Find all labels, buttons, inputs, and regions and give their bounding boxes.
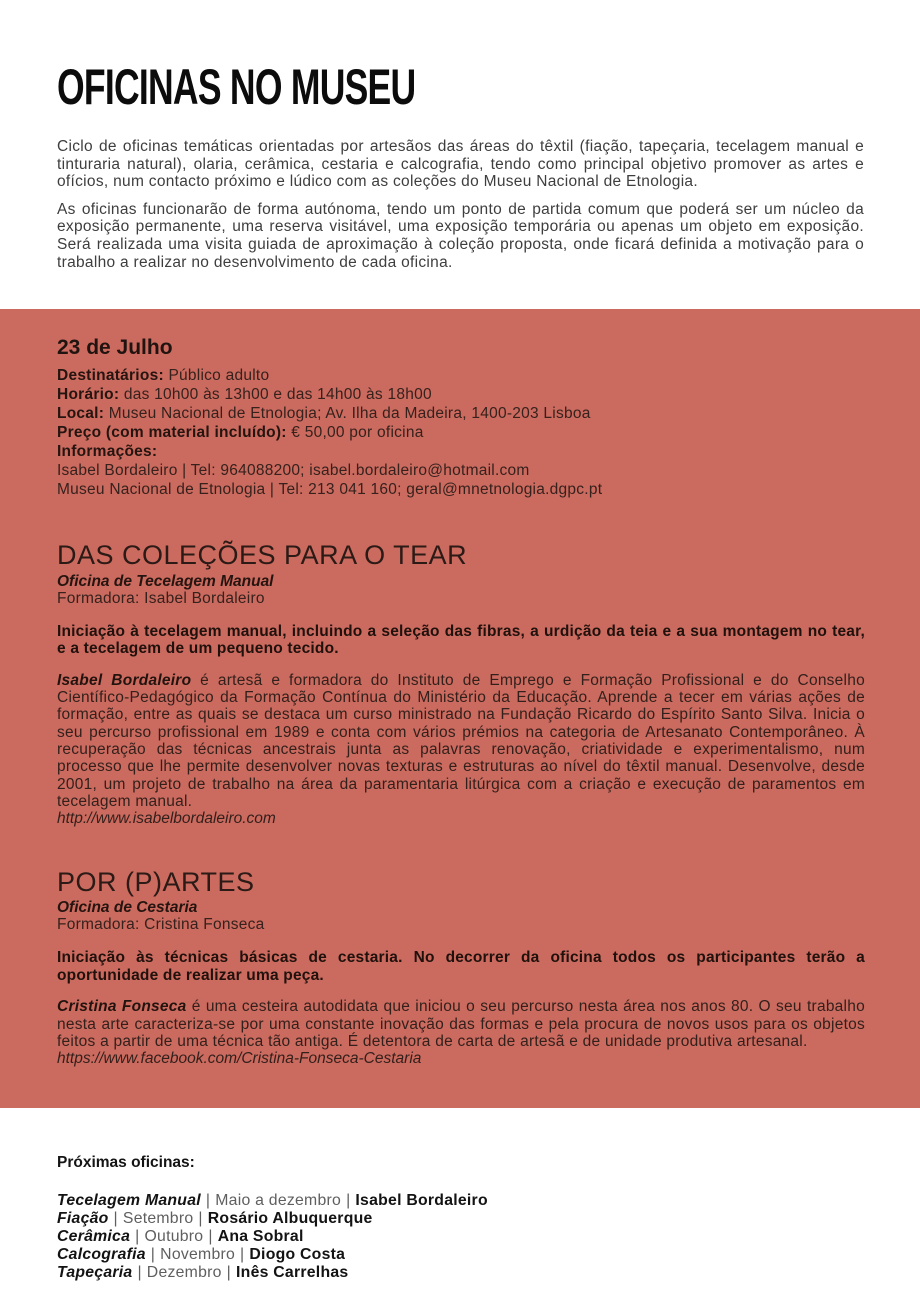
workshop-subtitle: Oficina de Tecelagem Manual xyxy=(57,572,274,590)
workshop-name: Tapeçaria xyxy=(57,1264,133,1282)
detail-label: Horário: xyxy=(57,386,120,404)
detail-row-horario xyxy=(57,385,865,404)
header-section xyxy=(0,0,920,271)
separator: | xyxy=(135,1228,140,1246)
detail-label: Local: xyxy=(57,405,105,423)
separator: | xyxy=(240,1246,245,1264)
upcoming-row-fiacao xyxy=(57,1210,863,1228)
upcoming-row-calcografia xyxy=(57,1246,863,1264)
workshop-period: Dezembro xyxy=(146,1264,222,1282)
bio-text: é artesã e formadora do Instituto de Emprego e Formação Profissional e do Conselho Científico-Pedagógico da Formação Contínua do Ministério da Educação. Aprende a tecer em várias ações de formação, entre as quais se destaca um curso ministrado na Fundação Ricardo do Espírito Santo Silva. Inicia o seu percurso profissional em 1989 e conta com vários prémios na categoria de Artesanato Contemporâneo. À recuperação das técnicas ancestrais junta as palavras renovação, criatividade e experimentalismo, num processo que lhe permite desenvolver novas texturas e estruturas ao nível do têxtil manual. Desenvolve, desde 2001, um projeto de trabalho na área da paramentaria litúrgica com a criação e execução de paramentos em tecelagem manual. xyxy=(57,671,865,810)
trainer-name: Inês Carrelhas xyxy=(236,1264,349,1282)
trainer-name: Rosário Albuquerque xyxy=(207,1210,373,1228)
detail-row-informacoes xyxy=(57,442,865,461)
detail-row-preco xyxy=(57,423,865,442)
separator: | xyxy=(346,1192,351,1210)
workshop-name: Calcografia xyxy=(57,1246,146,1264)
detail-row-destinatarios xyxy=(57,366,865,385)
workshop-trainer: Formadora: Cristina Fonseca xyxy=(57,916,265,934)
detail-label: Informações: xyxy=(57,443,158,461)
separator: | xyxy=(137,1264,142,1282)
contact-line: Museu Nacional de Etnologia | Tel: 213 041 160; geral@mnetnologia.dgpc.pt xyxy=(57,481,603,499)
separator: | xyxy=(113,1210,118,1228)
upcoming-row-tecelagem xyxy=(57,1192,863,1210)
upcoming-row-ceramica xyxy=(57,1228,863,1246)
separator: | xyxy=(150,1246,156,1264)
detail-value: Museu Nacional de Etnologia; Av. Ilha da Madeira, 1400-203 Lisboa xyxy=(108,405,591,423)
workshop-summary: Iniciação às técnicas básicas de cestaria. No decorrer da oficina todos os participantes terão a oportunidade de realizar uma peça. xyxy=(57,949,865,984)
workshop-period: Outubro xyxy=(144,1228,204,1246)
event-block xyxy=(0,309,920,1108)
detail-label: Destinatários: xyxy=(57,367,164,385)
workshop-section-tecelagem xyxy=(57,541,865,827)
upcoming-heading: Próximas oficinas: xyxy=(57,1154,195,1172)
workshop-period: Maio a dezembro xyxy=(215,1192,342,1210)
workshop-name: Fiação xyxy=(57,1210,109,1228)
intro-paragraph: Ciclo de oficinas temáticas orientadas por artesãos das áreas do têxtil (fiação, tapeçaria, tecelagem manual e tinturaria natural), olaria, cerâmica, cestaria e calcografia, tendo como principal objetivo promover as artes e ofícios, num contacto próximo e lúdico com as coleções do Museu Nacional de Etnologia. xyxy=(57,138,864,191)
detail-label: Preço (com material incluído): xyxy=(57,424,287,442)
workshop-bio xyxy=(57,672,865,810)
detail-value: das 10h00 às 13h00 e das 14h00 às 18h00 xyxy=(123,386,432,404)
separator: | xyxy=(198,1210,203,1228)
detail-value: € 50,00 por oficina xyxy=(291,424,424,442)
workshop-url: http://www.isabelbordaleiro.com xyxy=(57,810,276,828)
workshop-summary: Iniciação à tecelagem manual, incluindo a seleção das fibras, a urdição da teia e a sua montagem no tear, e a tecelagem de um pequeno tecido. xyxy=(57,622,865,658)
contact-line: Isabel Bordaleiro | Tel: 964088200; isabel.bordaleiro@hotmail.com xyxy=(57,462,530,480)
workshop-name: Tecelagem Manual xyxy=(57,1192,201,1210)
workshop-bio xyxy=(57,998,865,1050)
trainer-name: Isabel Bordaleiro xyxy=(355,1192,488,1210)
separator: | xyxy=(208,1228,213,1246)
detail-row-local xyxy=(57,404,865,423)
upcoming-section xyxy=(0,1108,920,1282)
workshop-title: DAS COLEÇÕES PARA O TEAR xyxy=(57,540,468,571)
workshop-subtitle: Oficina de Cestaria xyxy=(57,899,198,917)
bio-text: é uma cesteira autodidata que iniciou o seu percurso nesta área nos anos 80. O seu trabalho nesta arte caracteriza-se por uma constante inovação das formas e pela procura de novos usos para os objetos feitos a partir de uma técnica tão antiga. É detentora de carta de artesã e de unidade produtiva artesanal. xyxy=(57,998,865,1050)
detail-value: Público adulto xyxy=(168,367,270,385)
bio-name: Isabel Bordaleiro xyxy=(57,671,192,689)
trainer-name: Ana Sobral xyxy=(217,1228,304,1246)
workshop-url: https://www.facebook.com/Cristina-Fonseca-Cestaria xyxy=(57,1050,422,1068)
upcoming-row-tapecaria xyxy=(57,1264,863,1282)
bio-name: Cristina Fonseca xyxy=(57,998,187,1016)
event-date: 23 de Julho xyxy=(57,336,173,360)
workshop-name: Cerâmica xyxy=(57,1228,131,1246)
separator: | xyxy=(205,1192,211,1210)
page-title: OFICINAS NO MUSEU xyxy=(57,59,416,116)
workshop-period: Novembro xyxy=(160,1246,236,1264)
trainer-name: Diogo Costa xyxy=(249,1246,346,1264)
intro-paragraph: As oficinas funcionarão de forma autónoma, tendo um ponto de partida comum que poderá ser um núcleo da exposição permanente, uma reserva visitável, uma exposição temporária ou apenas um objeto em exposição. Será realizada uma visita guiada de aproximação à coleção proposta, onde ficará definida a motivação para o trabalho a realizar no desenvolvimento de cada oficina. xyxy=(57,200,864,271)
intro-text xyxy=(57,138,864,271)
workshop-title: POR (P)ARTES xyxy=(57,866,255,897)
workshop-section-cestaria xyxy=(57,868,865,1068)
workshop-trainer: Formadora: Isabel Bordaleiro xyxy=(57,589,265,607)
workshop-period: Setembro xyxy=(122,1210,194,1228)
separator: | xyxy=(226,1264,232,1282)
